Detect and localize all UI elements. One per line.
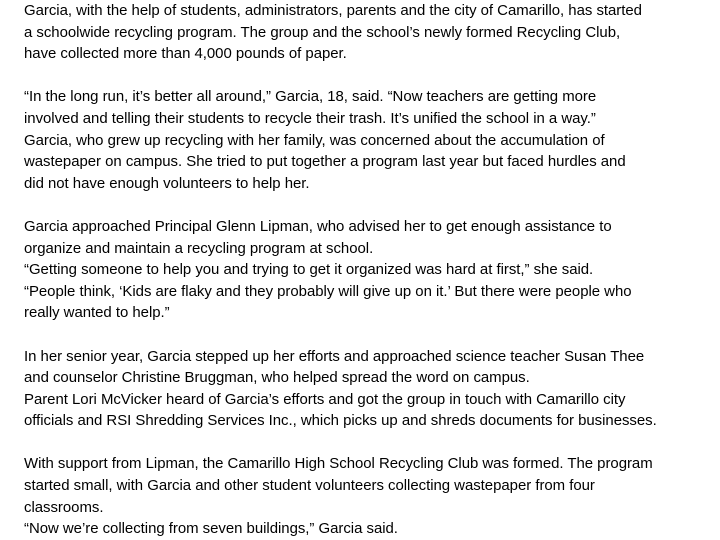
paragraph-gap [24, 324, 720, 346]
text-line: classrooms. [24, 498, 104, 516]
paragraph-gap [24, 194, 720, 216]
text-line: involved and telling their students to recycle their trash. It’s unified the school in a way.” [24, 109, 596, 127]
text-line: Garcia approached Principal Glenn Lipman, who advised her to get enough assistance to [24, 217, 612, 235]
text-line: started small, with Garcia and other student volunteers collecting wastepaper from four [24, 477, 595, 495]
paragraph-5 [24, 453, 720, 539]
paragraph-gap [24, 432, 720, 454]
text-line: Parent Lori McVicker heard of Garcia’s efforts and got the group in touch with Camarillo city [24, 390, 626, 408]
paragraph-gap [24, 65, 720, 87]
text-line: “In the long run, it’s better all around,” Garcia, 18, said. “Now teachers are getting more [24, 88, 597, 106]
paragraph-2 [24, 86, 720, 194]
text-line: “People think, ‘Kids are flaky and they probably will give up on it.’ But there were people who [24, 282, 632, 300]
text-line: really wanted to help.” [24, 304, 170, 322]
text-line: With support from Lipman, the Camarillo High School Recycling Club was formed. The program [24, 455, 653, 473]
text-line: wastepaper on campus. She tried to put together a program last year but faced hurdles and [24, 153, 626, 171]
text-line: organize and maintain a recycling program at school. [24, 239, 374, 257]
paragraph-3 [24, 216, 720, 324]
text-line: did not have enough volunteers to help her. [24, 174, 310, 192]
text-line: Garcia, with the help of students, administrators, parents and the city of Camarillo, has started [24, 2, 642, 19]
text-line: and counselor Christine Bruggman, who helped spread the word on campus. [24, 369, 530, 387]
text-line: officials and RSI Shredding Services Inc., which picks up and shreds documents for businesses. [24, 412, 657, 430]
text-line: a schoolwide recycling program. The group and the school’s newly formed Recycling Club, [24, 23, 621, 41]
paragraph-4 [24, 346, 720, 432]
text-line: Garcia, who grew up recycling with her family, was concerned about the accumulation of [24, 131, 605, 149]
document-body [24, 0, 720, 540]
text-line: “Now we’re collecting from seven buildings,” Garcia said. [24, 520, 398, 538]
paragraph-1 [24, 0, 720, 65]
text-line: “Getting someone to help you and trying to get it organized was hard at first,” she said. [24, 261, 594, 279]
text-line: have collected more than 4,000 pounds of paper. [24, 45, 347, 63]
text-line: In her senior year, Garcia stepped up her efforts and approached science teacher Susan Thee [24, 347, 645, 365]
